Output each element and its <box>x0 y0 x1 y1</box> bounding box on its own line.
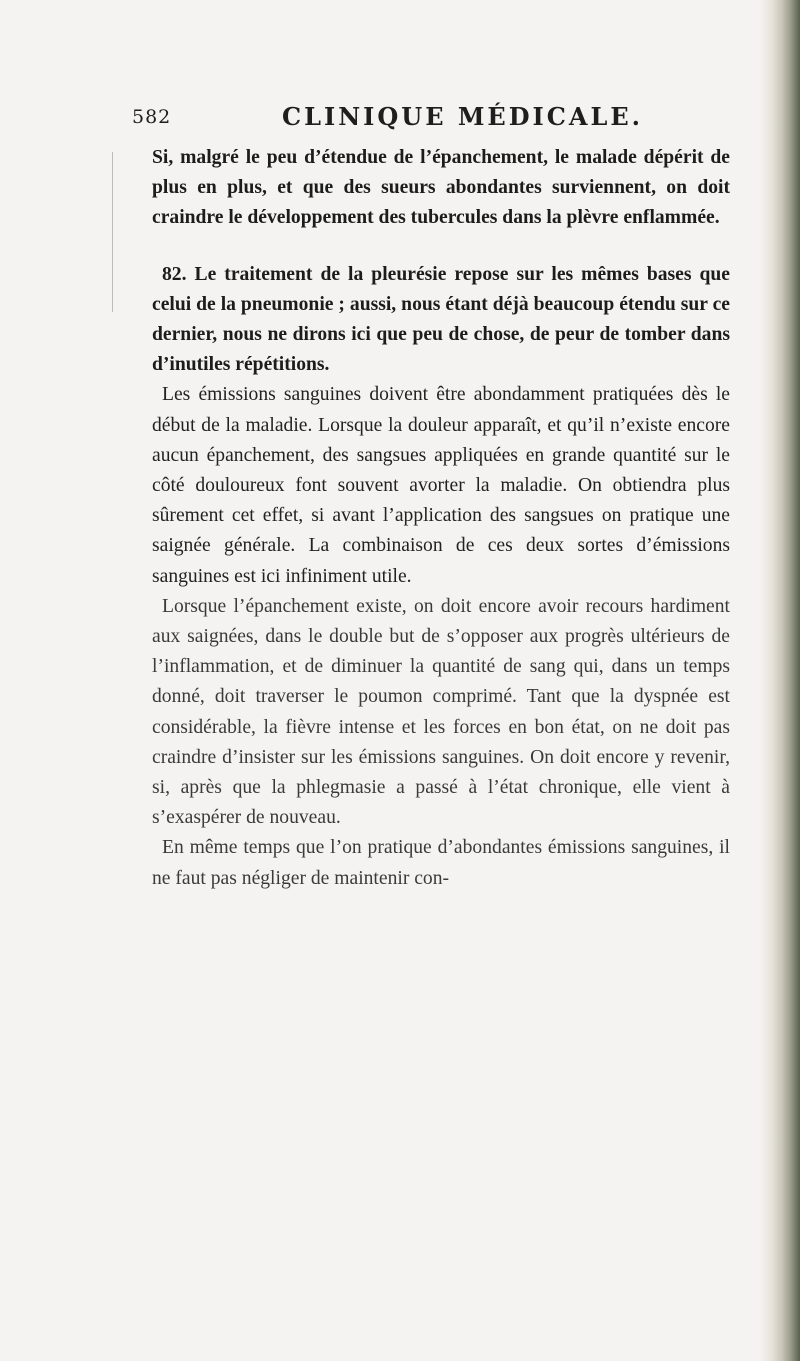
paragraph-epanchement: Lorsque l’épanchement existe, on doit encore avoir recours hardiment aux saignées, dans le double but de s’opposer aux progrès ultérieurs de l’inflammation, et de diminuer la quantité de sang qui, dans un temps donné, doit traverser le poumon comprimé. Tant que la dyspnée est considérable, la fièvre intense et les forces en bon état, on ne doit pas craindre d’insister sur les émissions sanguines. On doit encore y revenir, si, après que la phlegmasie a passé à l’état chronique, elle vient à s’exaspérer de nouveau. <box>152 595 730 829</box>
page-edge-shadow <box>760 0 800 1361</box>
paragraph-traitement: 82. Le traitement de la pleurésie repose sur les mêmes bases que celui de la pneumonie ; aussi, nous étant déjà beaucoup étendu sur ce dernier, nous ne dirons ici que peu de chose, de peur de tomber dans d’inutiles répétitions. <box>152 263 730 376</box>
running-title: CLINIQUE MÉDICALE. <box>282 102 643 131</box>
margin-pencil-mark <box>112 152 121 312</box>
paragraph-en-meme-temps: En même temps que l’on pratique d’abondantes émissions sanguines, il ne faut pas négliger de maintenir con- <box>152 837 730 889</box>
page-number: 582 <box>132 106 172 128</box>
body-text <box>152 143 730 894</box>
paragraph-tubercules: Si, malgré le peu d’étendue de l’épanchement, le malade dépérit de plus en plus, et que des sueurs abondantes surviennent, on doit craindre le développement des tubercules dans la plèvre enflammée. <box>152 147 730 229</box>
paragraph-emissions-sanguines: Les émissions sanguines doivent être abondamment pratiquées dès le début de la maladie. Lorsque la douleur apparaît, et qu’il n’existe encore aucun épanchement, des sangsues appliquées en grande quantité sur le côté douloureux font souvent avorter la maladie. On obtiendra plus sûrement cet effet, si avant l’application des sangsues on pratique une saignée générale. La combinaison de ces deux sortes d’émissions sanguines est ici infiniment utile. <box>152 384 730 587</box>
page-header <box>132 102 732 136</box>
